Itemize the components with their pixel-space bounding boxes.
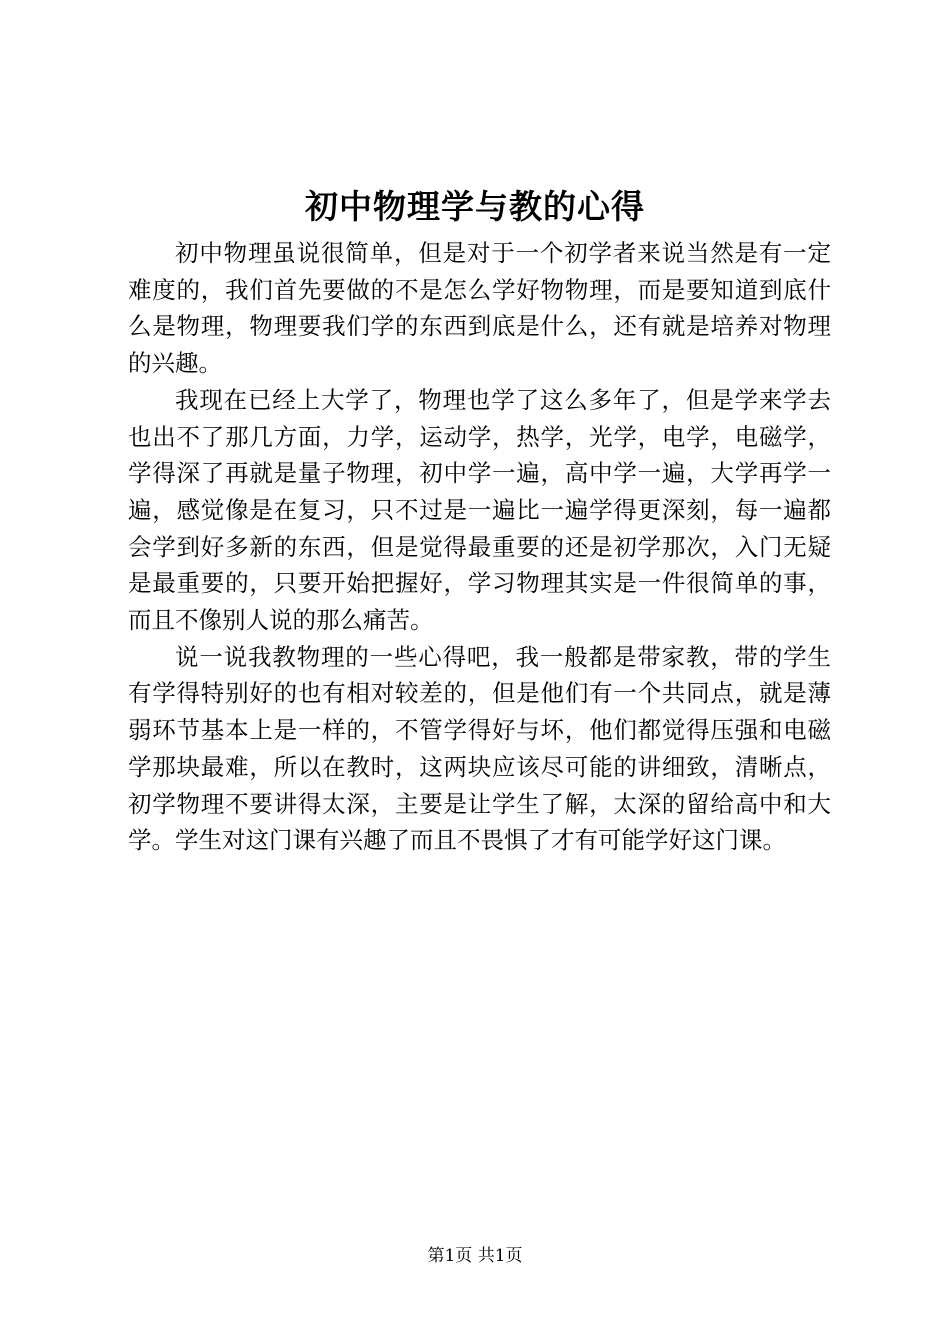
document-body [128, 235, 831, 859]
paragraph-1: 初中物理虽说很简单，但是对于一个初学者来说当然是有一定难度的，我们首先要做的不是怎么学好物物理，而是要知道到底什么是物理，物理要我们学的东西到底是什么，还有就是培养对物理的兴趣。 [128, 239, 831, 378]
document-title: 初中物理学与教的心得 [305, 187, 645, 226]
page-number-footer: 第1页 共1页 [427, 1246, 523, 1266]
paragraph-3: 说一说我教物理的一些心得吧，我一般都是带家教，带的学生有学得特别好的也有相对较差的，但是他们有一个共同点，就是薄弱环节基本上是一样的，不管学得好与坏，他们都觉得压强和电磁学那块最难，所以在教时，这两块应该尽可能的讲细致，清晰点，初学物理不要讲得太深，主要是让学生了解，太深的留给高中和大学。学生对这门课有兴趣了而且不畏惧了才有可能学好这门课。 [128, 642, 831, 855]
paragraph-2: 我现在已经上大学了，物理也学了这么多年了，但是学来学去也出不了那几方面，力学，运动学，热学，光学，电学，电磁学，学得深了再就是量子物理，初中学一遍，高中学一遍，大学再学一遍，感觉像是在复习，只不过是一遍比一遍学得更深刻，每一遍都会学到好多新的东西，但是觉得最重要的还是初学那次，入门无疑是最重要的，只要开始把握好，学习物理其实是一件很简单的事，而且不像别人说的那么痛苦。 [128, 385, 831, 635]
